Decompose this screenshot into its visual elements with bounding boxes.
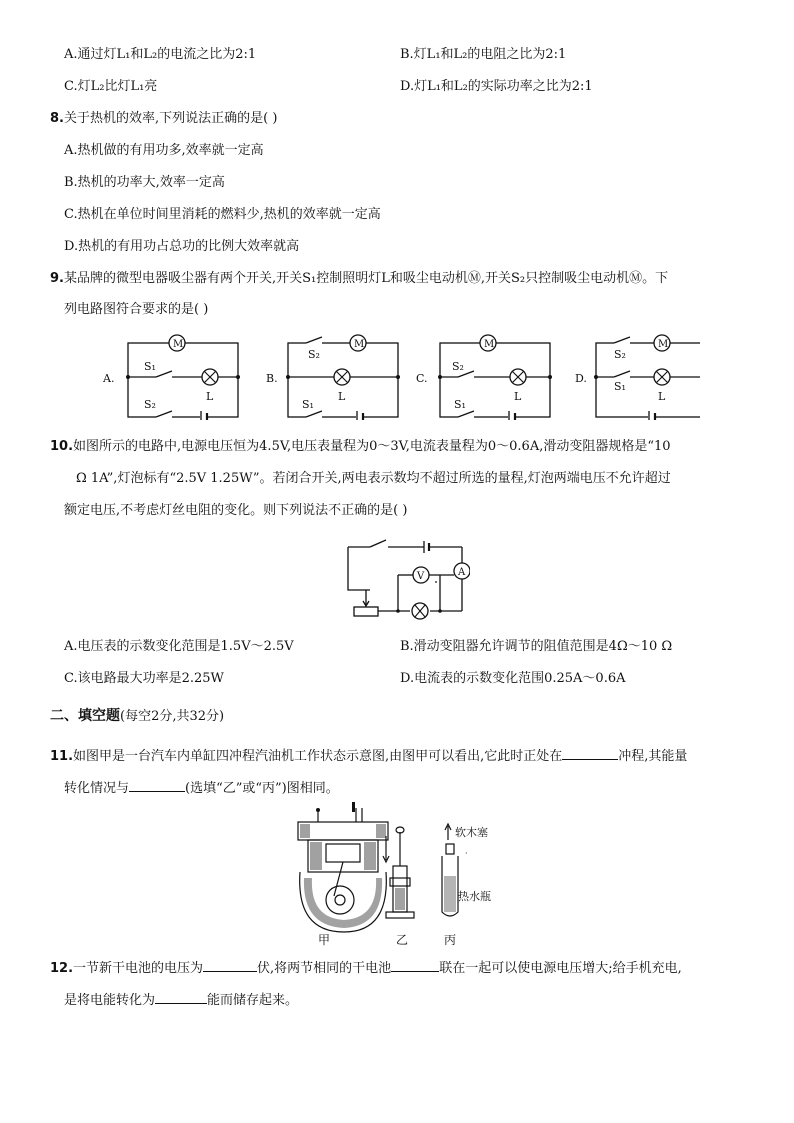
q12-part2: 伏,将两节相同的干电池 <box>257 961 392 976</box>
q12-stem <box>50 958 682 978</box>
q11-part3: 转化情况与 <box>64 781 130 796</box>
q10-option-d: D.电流表的示数变化范围0.25A～0.6A <box>400 671 626 686</box>
q8-stem-text: 关于热机的效率,下列说法正确的是( ) <box>63 111 278 126</box>
q11-engine-figure <box>290 800 500 948</box>
q12-blank-1[interactable] <box>203 958 257 972</box>
q9-stem-line2: 列电路图符合要求的是( ) <box>64 302 209 317</box>
q10-ammeter-label: A <box>458 567 466 578</box>
q9-circuit-diagrams <box>100 328 700 420</box>
q9-label-c: C. <box>416 372 428 385</box>
q7-option-d: D.灯L₁和L₂的实际功率之比为2:1 <box>400 79 593 94</box>
q9-motor-b: M <box>354 339 365 350</box>
q9-motor-a: M <box>173 339 184 350</box>
q11-blank-1[interactable] <box>562 746 618 760</box>
q8-number: 8. <box>50 111 64 126</box>
q10-stem-line1: 如图所示的电路中,电源电压恒为4.5V,电压表量程为0～3V,电流表量程为0～0.6A,滑动变阻器规格是“10 <box>73 439 671 454</box>
q11-stem-line2 <box>64 778 339 798</box>
q11-part2: 冲程,其能量 <box>618 749 688 764</box>
q11-flask-label: 热水瓶 <box>458 890 491 903</box>
q10-stem <box>50 438 671 456</box>
q9-number: 9. <box>50 271 64 286</box>
q10-option-c: C.该电路最大功率是2.25W <box>64 671 224 686</box>
q10-circuit-diagram <box>340 535 470 620</box>
svg-text:·: · <box>465 849 468 858</box>
q11-stem <box>50 746 687 766</box>
q8-option-c: C.热机在单位时间里消耗的燃料少,热机的效率就一定高 <box>64 207 381 222</box>
q12-part1: 一节新干电池的电压为 <box>73 961 204 976</box>
q12-number: 12. <box>50 961 74 976</box>
q10-option-b: B.滑动变阻器允许调节的阻值范围是4Ω～10 Ω <box>400 639 673 654</box>
q9-a-lamp: L <box>206 390 214 403</box>
q11-number: 11. <box>50 749 74 764</box>
q11-part4: (选填“乙”或“丙”)图相同。 <box>185 781 339 796</box>
q7-option-b: B.灯L₁和L₂的电阻之比为2:1 <box>400 47 567 62</box>
q7-option-a: A.通过灯L₁和L₂的电流之比为2:1 <box>64 47 257 62</box>
q9-a-s2: S₂ <box>144 398 156 411</box>
q10-stem-line3: 额定电压,不考虑灯丝电阻的变化。则下列说法不正确的是( ) <box>64 503 408 518</box>
q12-part3: 联在一起可以使电源电压增大;给手机充电, <box>439 961 682 976</box>
q11-part1: 如图甲是一台汽车内单缸四冲程汽油机工作状态示意图,由图甲可以看出,它此时正处在 <box>73 749 563 764</box>
q12-stem-line2 <box>64 990 298 1010</box>
q10-voltmeter-label: V <box>417 571 425 582</box>
q7-option-c: C.灯L₂比灯L₁亮 <box>64 79 158 94</box>
q8-option-b: B.热机的功率大,效率一定高 <box>64 175 225 190</box>
q9-a-s1: S₁ <box>144 360 156 373</box>
q11-fig-label-jia: 甲 <box>318 933 331 947</box>
section-title <box>50 707 224 726</box>
q9-c-s2: S₂ <box>452 360 464 373</box>
q9-motor-d: M <box>658 339 669 350</box>
q9-c-lamp: L <box>514 390 522 403</box>
q9-d-lamp: L <box>658 390 666 403</box>
q9-stem-line1: 某品牌的微型电器吸尘器有两个开关,开关S₁控制照明灯L和吸尘电动机Ⓜ,开关S₂只控制吸尘电动机Ⓜ。下 <box>63 271 669 286</box>
q8-stem <box>50 110 277 128</box>
q9-d-s1: S₁ <box>614 380 626 393</box>
q10-number: 10. <box>50 439 74 454</box>
q10-option-a: A.电压表的示数变化范围是1.5V～2.5V <box>64 639 294 654</box>
q11-cork-label: 软木塞 <box>455 826 488 839</box>
q10-stem-line2: Ω 1A”,灯泡标有“2.5V 1.25W”。若闭合开关,两电表示数均不超过所选的量程,灯泡两端电压不允许超过 <box>76 471 671 486</box>
q9-b-lamp: L <box>338 390 346 403</box>
q12-part5: 能而储存起来。 <box>207 993 299 1008</box>
q9-b-s1: S₁ <box>302 398 314 411</box>
q9-b-s2: S₂ <box>308 348 320 361</box>
q11-fig-label-bing: 丙 <box>444 933 457 947</box>
q8-option-d: D.热机的有用功占总功的比例大效率就高 <box>64 239 300 254</box>
q8-option-a: A.热机做的有用功多,效率就一定高 <box>64 143 264 158</box>
q9-stem <box>50 270 668 288</box>
q9-label-a: A. <box>103 372 115 385</box>
q9-c-s1: S₁ <box>454 398 466 411</box>
q12-blank-2[interactable] <box>391 958 439 972</box>
q9-label-d: D. <box>575 372 587 385</box>
q12-blank-3[interactable] <box>155 990 207 1004</box>
q9-d-s2: S₂ <box>614 348 626 361</box>
q12-part4: 是将电能转化为 <box>64 993 156 1008</box>
q11-fig-label-yi: 乙 <box>396 933 409 947</box>
q9-motor-c: M <box>484 339 495 350</box>
section-title-text: 二、填空题 <box>50 708 120 724</box>
section-note: (每空2分,共32分) <box>120 709 225 724</box>
q9-label-b: B. <box>266 372 278 385</box>
q11-blank-2[interactable] <box>129 778 185 792</box>
